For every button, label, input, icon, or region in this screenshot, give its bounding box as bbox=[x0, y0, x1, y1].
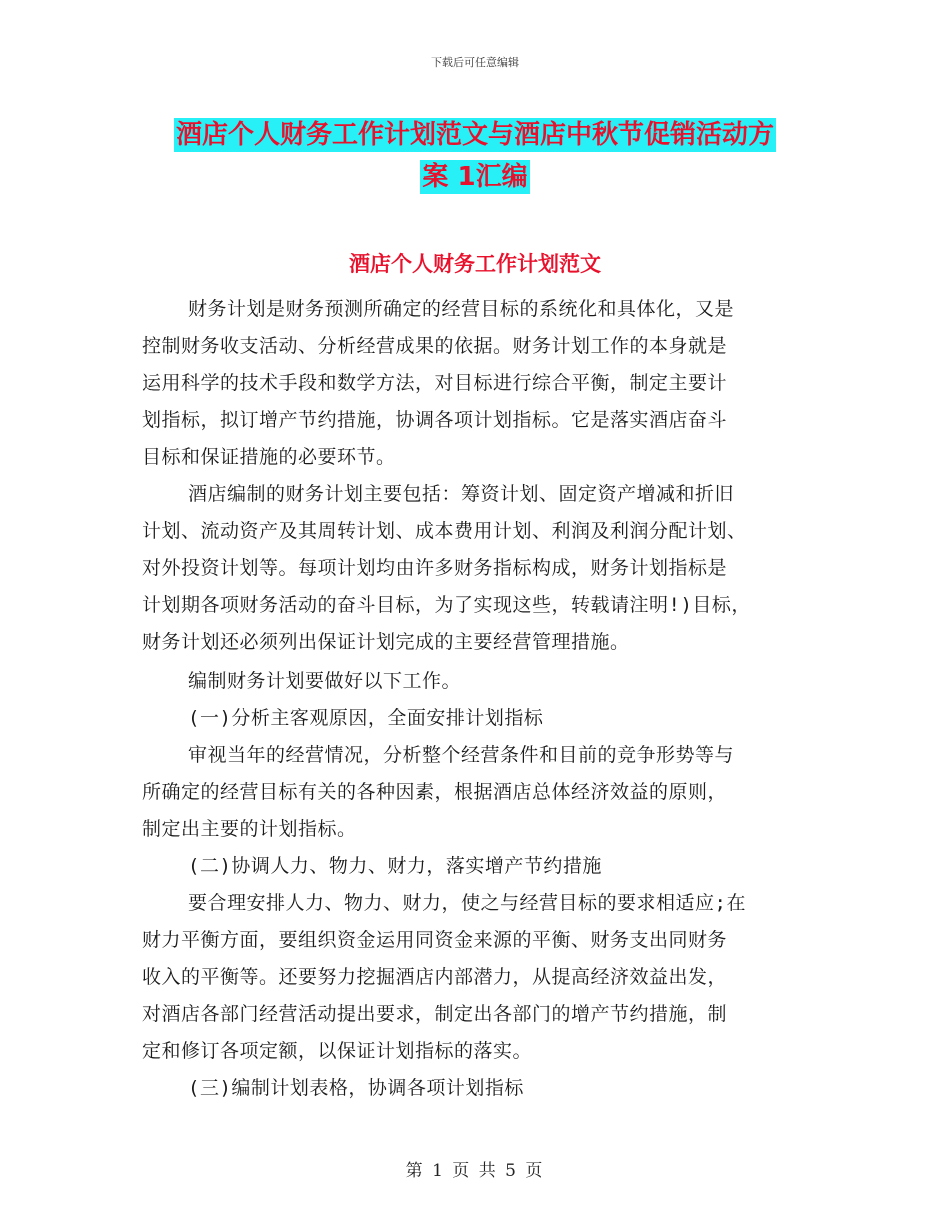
paragraph-line: 财务计划是财务预测所确定的经营目标的系统化和具体化，又是 bbox=[188, 298, 735, 320]
paragraph-line: 控制财务收支活动、分析经营成果的依据。财务计划工作的本身就是 bbox=[142, 335, 728, 357]
paragraph-line: 制定出主要的计划指标。 bbox=[142, 818, 357, 840]
paragraph-line: 要合理安排人力、物力、财力，使之与经营目标的要求相适应;在 bbox=[188, 892, 746, 914]
paragraph-line: 划指标，拟订增产节约措施，协调各项计划指标。它是落实酒店奋斗 bbox=[142, 409, 728, 431]
paragraph-line: (三)编制计划表格，协调各项计划指标 bbox=[188, 1077, 524, 1099]
paragraph-line: 财务计划还必须列出保证计划完成的主要经营管理措施。 bbox=[142, 631, 630, 653]
page-number-footer: 第 1 页 共 5 页 bbox=[405, 1161, 545, 1181]
paragraph-line: 财力平衡方面，要组织资金运用同资金来源的平衡、财务支出同财务 bbox=[142, 929, 728, 951]
document-title-line-2: 案 1汇编 bbox=[422, 162, 528, 192]
paragraph-line: 编制财务计划要做好以下工作。 bbox=[188, 670, 462, 692]
header-note: 下载后可任意编辑 bbox=[431, 56, 519, 69]
paragraph-line: (一)分析主客观原因，全面安排计划指标 bbox=[188, 707, 544, 729]
paragraph-line: 对外投资计划等。每项计划均由许多财务指标构成，财务计划指标是 bbox=[142, 557, 728, 579]
paragraph-line: 计划、流动资产及其周转计划、成本费用计划、利润及利润分配计划、 bbox=[142, 520, 747, 542]
paragraph-line: 所确定的经营目标有关的各种因素，根据酒店总体经济效益的原则， bbox=[142, 781, 728, 803]
section-title: 酒店个人财务工作计划范文 bbox=[349, 252, 601, 276]
paragraph-line: 运用科学的技术手段和数学方法，对目标进行综合平衡，制定主要计 bbox=[142, 372, 728, 394]
paragraph-line: 审视当年的经营情况，分析整个经营条件和目前的竞争形势等与 bbox=[188, 744, 735, 766]
paragraph-line: 定和修订各项定额，以保证计划指标的落实。 bbox=[142, 1040, 533, 1062]
paragraph-line: 计划期各项财务活动的奋斗目标，为了实现这些，转载请注明!)目标， bbox=[142, 594, 751, 616]
paragraph-line: 对酒店各部门经营活动提出要求，制定出各部门的增产节约措施，制 bbox=[142, 1003, 728, 1025]
paragraph-line: 目标和保证措施的必要环节。 bbox=[142, 446, 396, 468]
paragraph-line: (二)协调人力、物力、财力，落实增产节约措施 bbox=[188, 855, 602, 877]
paragraph-line: 酒店编制的财务计划主要包括：筹资计划、固定资产增减和折旧 bbox=[188, 483, 735, 505]
document-title-line-1: 酒店个人财务工作计划范文与酒店中秋节促销活动方 bbox=[175, 120, 774, 150]
paragraph-line: 收入的平衡等。还要努力挖掘酒店内部潜力，从提高经济效益出发， bbox=[142, 966, 728, 988]
